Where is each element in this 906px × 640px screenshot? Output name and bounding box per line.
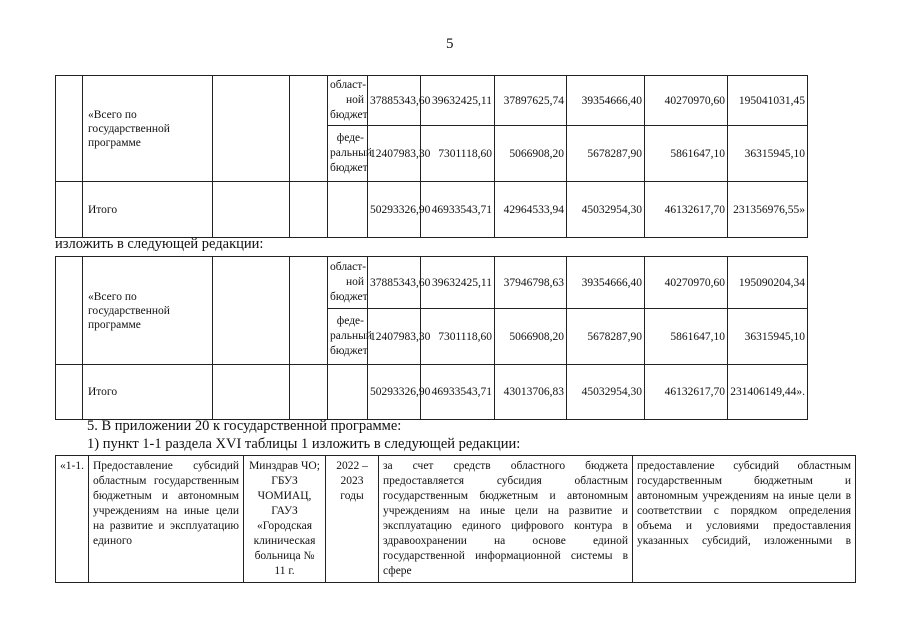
action-table — [55, 455, 856, 583]
cell-value: 36315945,10 — [728, 126, 808, 182]
table-row — [56, 257, 896, 309]
source-regional: област-ной бюджет — [328, 76, 368, 126]
cell-value: 5066908,20 — [495, 309, 567, 365]
cell-value: 5861647,10 — [645, 309, 728, 365]
cell-value: 195041031,45 — [728, 76, 808, 126]
source-federal: феде-ральный бюджет — [328, 309, 368, 365]
cell-value: 50293326,90 — [368, 182, 421, 238]
cell-value: 7301118,60 — [421, 126, 495, 182]
cell-value: 7301118,60 — [421, 309, 495, 365]
budget-table-old — [55, 75, 896, 238]
cell-value: 5861647,10 — [645, 126, 728, 182]
cell-value: 5066908,20 — [495, 126, 567, 182]
table-row — [56, 182, 896, 238]
cell-value: 195090204,34 — [728, 257, 808, 309]
item-funding: за счет средств областного бюджета предоставляется субсидия областным государственным бюджетным и автономным учреждениям на иные цели на развитие и эксплуатацию единого цифрового контура в здравоохранении на основе единой государственной информационной системы в сфере — [379, 456, 633, 583]
cell-value: 231356976,55» — [728, 182, 808, 238]
table-row — [56, 456, 856, 583]
item-result: предоставление субсидий областным государственным бюджетным и автономным учреждениям на иные цели в соответствии с порядком определения объема и условиями предоставления указанных субсидий, изложенными в — [633, 456, 856, 583]
row-label-total: «Всего по государственной программе — [83, 257, 213, 365]
table-row — [56, 365, 896, 420]
page-number: 5 — [446, 36, 454, 52]
item-period: 2022 – 2023 годы — [326, 456, 379, 583]
item-name: Предоставление субсидий областным государственным бюджетным и автономным учреждениям на иные цели на развитие и эксплуатацию единого — [89, 456, 244, 583]
paragraph-5: 5. В приложении 20 к государственной программе: — [87, 418, 402, 434]
cell-value: 39354666,40 — [567, 76, 645, 126]
cell-value: 37946798,63 — [495, 257, 567, 309]
cell-value: 45032954,30 — [567, 365, 645, 420]
cell-value: 46132617,70 — [645, 182, 728, 238]
item-executor: Минздрав ЧО; ГБУЗ ЧОМИАЦ, ГАУЗ «Городская клиническая больница № 11 г. — [244, 456, 326, 583]
item-number: «1-1. — [56, 456, 89, 583]
cell-value: 46933543,71 — [421, 365, 495, 420]
cell-value: 12407983,30 — [368, 309, 421, 365]
cell-value: 37885343,60 — [368, 257, 421, 309]
cell-value: 39632425,11 — [421, 76, 495, 126]
cell-value: 40270970,60 — [645, 257, 728, 309]
cell-value: 45032954,30 — [567, 182, 645, 238]
cell-value: 36315945,10 — [728, 309, 808, 365]
cell-value: 46933543,71 — [421, 182, 495, 238]
row-label-total: «Всего по государственной программе — [83, 76, 213, 182]
cell-value: 37897625,74 — [495, 76, 567, 126]
cell-value: 50293326,90 — [368, 365, 421, 420]
cell-value: 39632425,11 — [421, 257, 495, 309]
row-label-itogo: Итого — [83, 182, 213, 238]
cell-value: 46132617,70 — [645, 365, 728, 420]
table-row — [56, 76, 896, 126]
row-label-itogo: Итого — [83, 365, 213, 420]
paragraph-5-1: 1) пункт 1-1 раздела XVI таблицы 1 изложить в следующей редакции: — [87, 436, 521, 452]
cell-value: 39354666,40 — [567, 257, 645, 309]
cell-value: 12407983,30 — [368, 126, 421, 182]
budget-table-new — [55, 256, 896, 420]
cell-value: 5678287,90 — [567, 309, 645, 365]
cell-value: 37885343,60 — [368, 76, 421, 126]
cell-value: 5678287,90 — [567, 126, 645, 182]
new-edition-phrase: изложить в следующей редакции: — [55, 236, 264, 252]
cell-value: 40270970,60 — [645, 76, 728, 126]
source-federal: феде-ральный бюджет — [328, 126, 368, 182]
source-regional: област-ной бюджет — [328, 257, 368, 309]
cell-value: 231406149,44». — [728, 365, 808, 420]
cell-value: 43013706,83 — [495, 365, 567, 420]
cell-value: 42964533,94 — [495, 182, 567, 238]
